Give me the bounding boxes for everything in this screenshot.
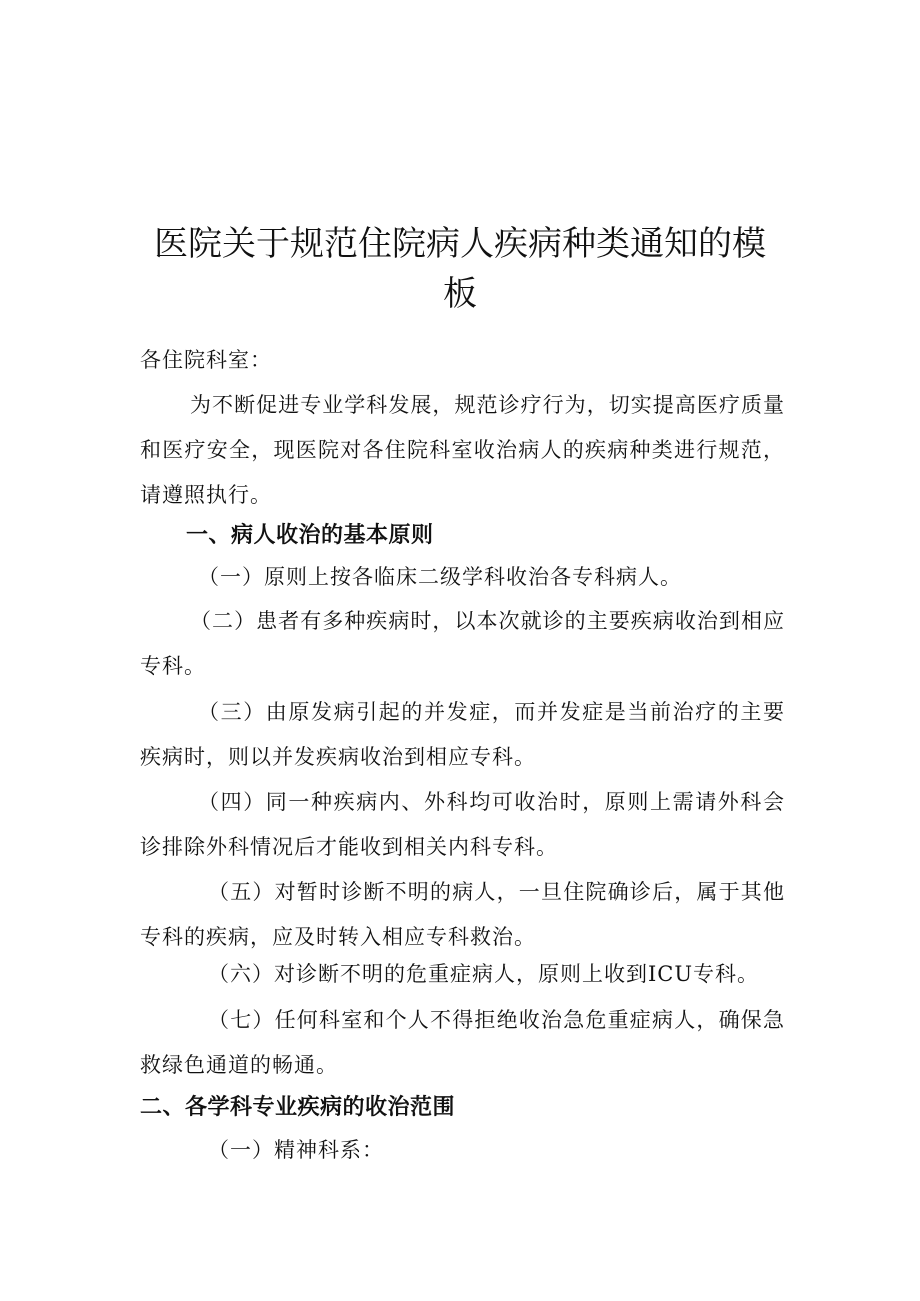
section-2-heading: 二、各学科专业疾病的收治范围 <box>140 1095 456 1120</box>
scope-item-1: （一）精神科系： <box>208 1138 384 1162</box>
principle-item-7: （七）任何科室和个人不得拒绝收治急危重症病人，确保急救绿色通道的畅通。 <box>140 1008 785 1077</box>
principle-item-6: （六）对诊断不明的危重症病人，原则上收到ICU专科。 <box>208 962 760 986</box>
principle-item-5: （五）对暂时诊断不明的病人，一旦住院确诊后，属于其他专科的疾病，应及时转入相应专科救治。 <box>140 880 785 949</box>
intro-paragraph: 为不断促进专业学科发展，规范诊疗行为，切实提高医疗质量和医疗安全，现医院对各住院科室收治病人的疾病种类进行规范，请遵照执行。 <box>140 393 785 507</box>
principle-item-4: （四）同一种疾病内、外科均可收治时，原则上需请外科会诊排除外科情况后才能收到相关内科专科。 <box>140 790 785 859</box>
document-title: 医院关于规范住院病人疾病种类通知的模板 <box>154 223 766 314</box>
section-1-heading: 一、病人收治的基本原则 <box>186 523 434 548</box>
salutation: 各住院科室： <box>140 348 272 372</box>
principle-item-2: （二）患者有多种疾病时，以本次就诊的主要疾病收治到相应专科。 <box>140 609 785 678</box>
principle-item-3: （三）由原发病引起的并发症，而并发症是当前治疗的主要疾病时，则以并发疾病收治到相应专科。 <box>140 700 785 769</box>
principle-item-1: （一）原则上按各临床二级学科收治各专科病人。 <box>198 565 682 589</box>
